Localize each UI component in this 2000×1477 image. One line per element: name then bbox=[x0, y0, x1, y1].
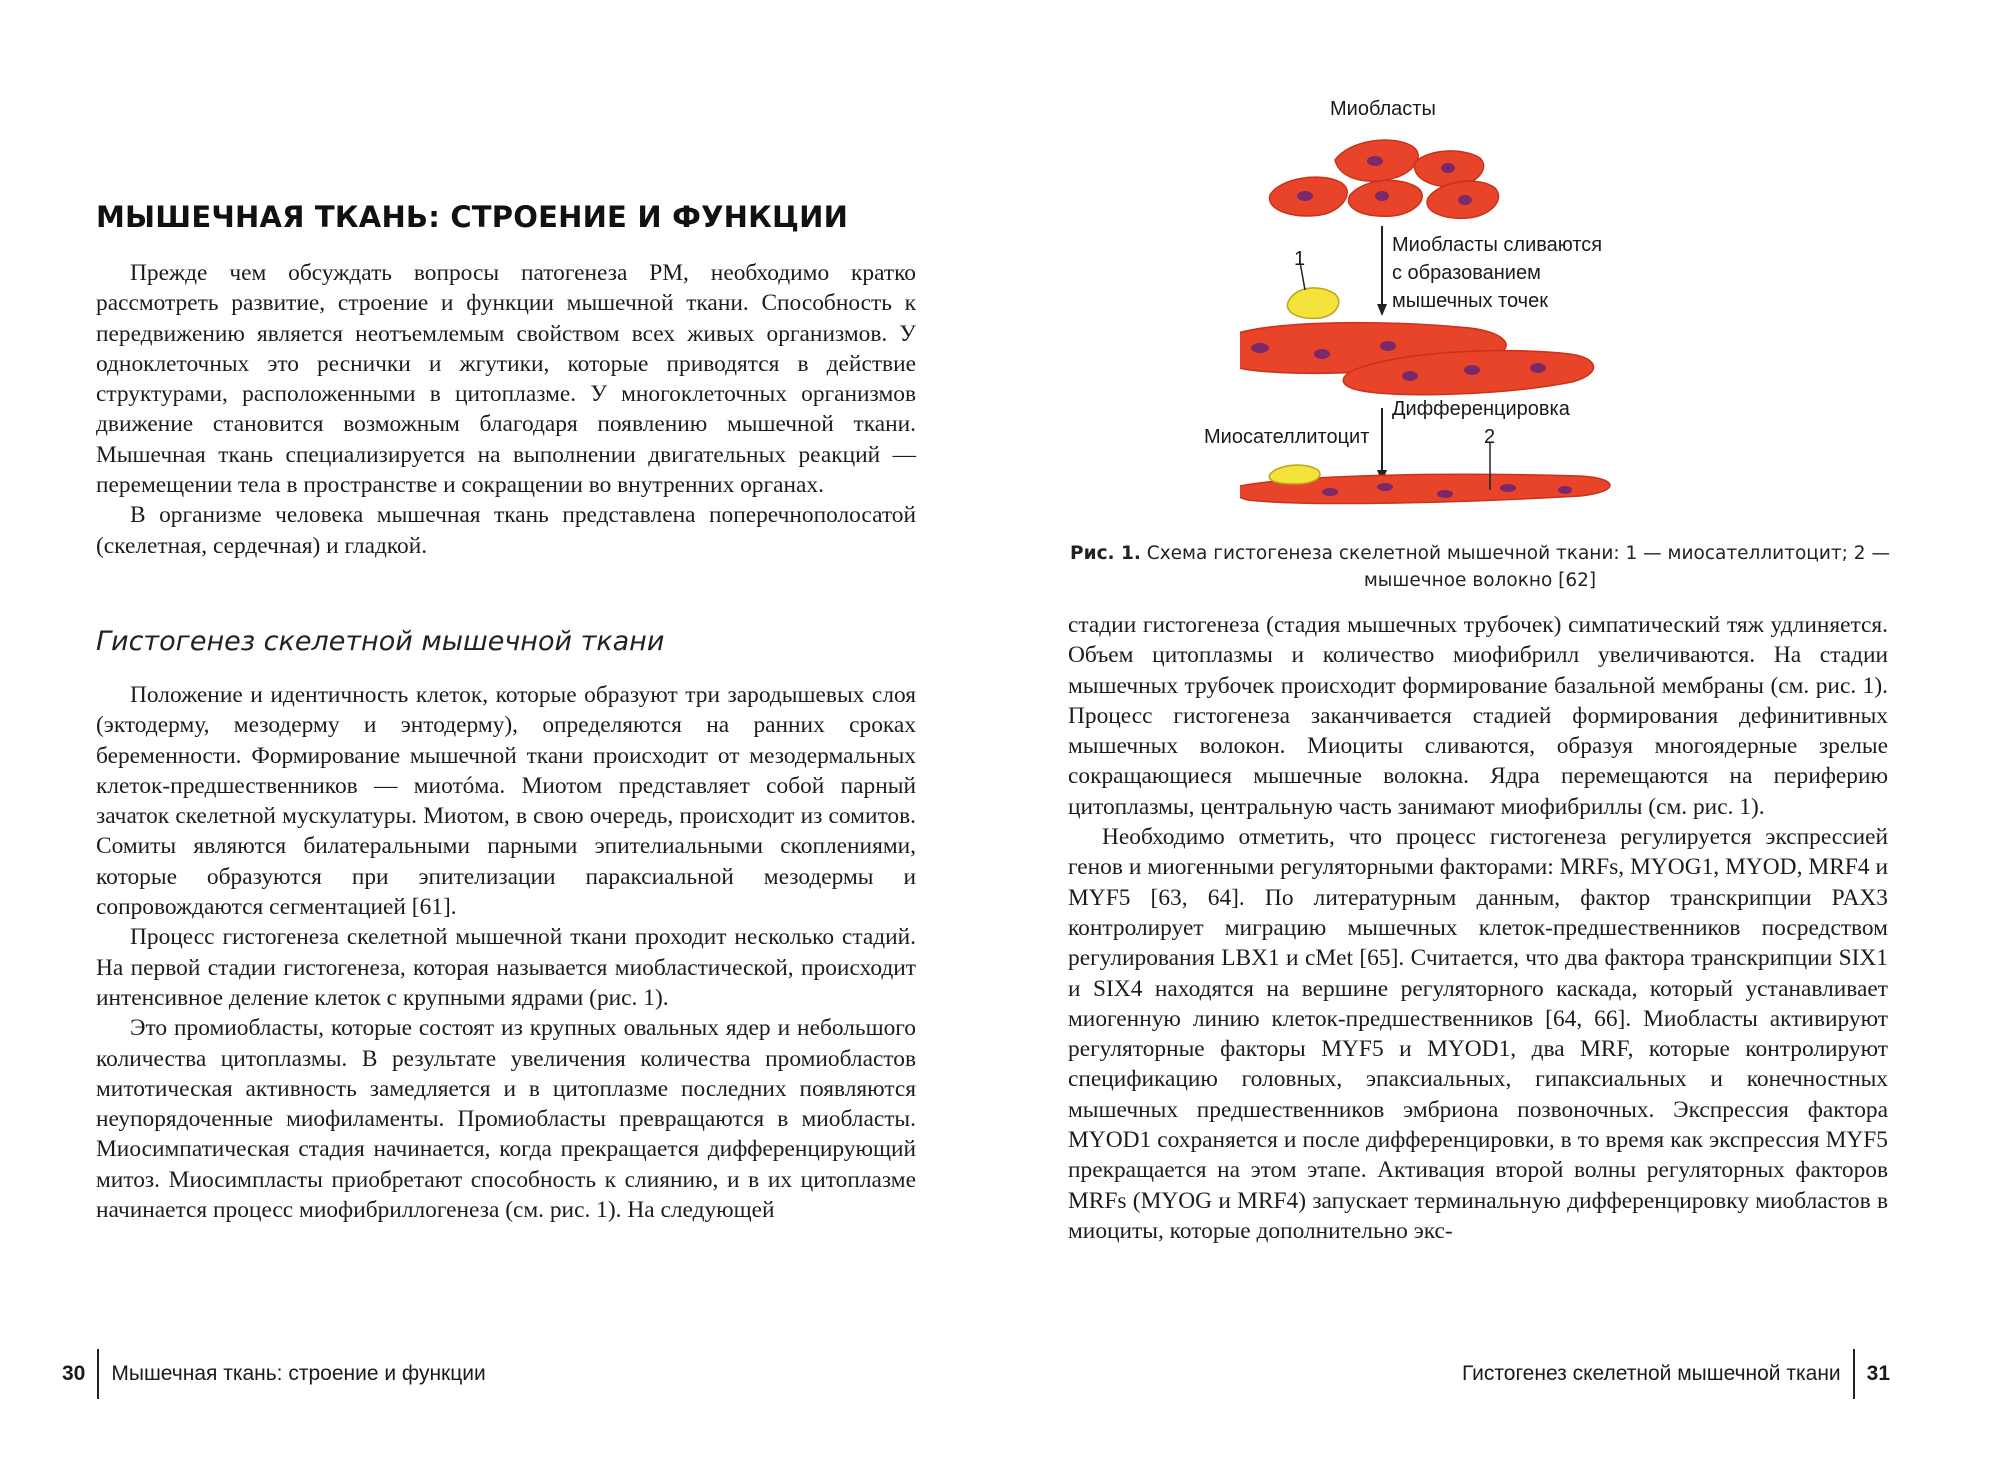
page-number: 30 bbox=[62, 1362, 86, 1385]
label-differentiation: Дифференцировка bbox=[1392, 398, 1570, 420]
label-fuse-line1: Миобласты сливаются bbox=[1392, 234, 1603, 256]
myotubes bbox=[1240, 323, 1594, 395]
caption-text: Схема гистогенеза скелетной мышечной ткани: 1 — миосателлитоцит; 2 — мышечное волокно [62] bbox=[1146, 543, 1890, 591]
right-page bbox=[1000, 0, 2000, 1477]
caption-label: Рис. 1. bbox=[1070, 543, 1141, 564]
page-footer bbox=[62, 1353, 486, 1395]
histogenesis-figure bbox=[1204, 90, 1940, 540]
subsection-heading: Гистогенез скелетной мышечной ткани bbox=[96, 626, 665, 657]
paragraph: В организме человека мышечная ткань представлена поперечнополосатой (скелетная, сердечная) и гладкой. bbox=[96, 502, 916, 559]
section-heading: МЫШЕЧНАЯ ТКАНЬ: СТРОЕНИЕ И ФУНКЦИИ bbox=[96, 200, 849, 234]
marker-1: 1 bbox=[1294, 248, 1306, 270]
paragraph: стадии гистогенеза (стадия мышечных трубочек) симпатический тяж удлиняется. Объем цитоплазмы и количество миофибрилл увеличиваются. На стадии мышечных трубочек происходит формирование базальной мембраны (см. рис. 1). Процесс гистогенеза заканчивается стадией формирования дефинитивных мышечных волокон. Миоциты сливаются, образуя многоядерные зрелые сокращающиеся мышечные волокна. Ядра перемещаются на периферию цитоплазмы, центральную часть занимают миофибриллы (см. рис. 1). bbox=[1068, 612, 1888, 820]
page-number: 31 bbox=[1866, 1362, 1890, 1385]
figure-illustration bbox=[1240, 90, 1940, 540]
label-satellite-cell: Миосателлитоцит bbox=[1204, 426, 1370, 448]
footer-divider bbox=[97, 1349, 99, 1399]
paragraph: Необходимо отметить, что процесс гистогенеза регулируется экспрессией генов и миогенными регуляторными факторами: MRFs, MYOG1, MYOD, MRF4 и MYF5 [63, 64]. По литературным данным, фактор транскрипции PAX3 контролирует миграцию мышечных клеток-предшественников посредством регулирования LBX1 и cMet [65]. Считается, что два фактора транскрипции SIX1 и SIX4 находятся на вершине регуляторного каскада, который устанавливает миогенную линию клеток-предшественников [64, 66]. Миобласты активируют регуляторные факторы MYF5 и MYOD1, два MRF, которые контролируют спецификацию головных, эпаксиальных, гипаксиальных и конечностных мышечных предшественников эмбриона позвоночных. Экспрессия фактора MYOD1 сохраняется и после дифференцировки, в то время как экспрессия MYF5 прекращается на этом этапе. Активация второй волны регуляторных факторов MRFs (MYOG и MRF4) запускает терминальную дифференцировку миобластов в миоциты, которые дополнительно экс- bbox=[1068, 824, 1888, 1244]
muscle-fiber bbox=[1240, 442, 1610, 503]
paragraph: Это промиобласты, которые состоят из крупных овальных ядер и небольшого количества цитоплазмы. В результате увеличения количества промиобластов митотическая активность замедляется и в цитоплазме последних появляются неупорядоченные миофиламенты. Промиобласты превращаются в миобласты. Миосимпатическая стадия начинается, когда прекращается дифференцирующий митоз. Миосимпласты приобретают способность к слиянию, и в их цитоплазме начинается процесс миофибриллогенеза (см. рис. 1). На следующей bbox=[96, 1015, 916, 1224]
paragraph: Прежде чем обсуждать вопросы патогенеза РМ, необходимо кратко рассмотреть развитие, строение и функции мышечной ткани. Способность к передвижению является неотъемлемым свойством всех живых организмов. У одноклеточных это реснички и жгутики, которые приводятся в действие структурами, расположенными в цитоплазме. У многоклеточных организмов движение становится возможным благодаря появлению мышечной ткани. Мышечная ткань специализируется на выполнении двигательных реакций — перемещении тела в пространстве и сокращении во внутренних органах. bbox=[96, 260, 916, 499]
running-title: Мышечная ткань: строение и функции bbox=[111, 1362, 486, 1385]
footer-divider bbox=[1853, 1349, 1855, 1399]
body-text bbox=[96, 680, 916, 1225]
satellite-cell bbox=[1287, 288, 1338, 318]
paragraph: Положение и идентичность клеток, которые образуют три зародышевых слоя (эктодерму, мезодерму и энтодерму), определяются на ранних сроках беременности. Формирование мышечной ткани происходит от мезодермальных клеток-предшественников — миотóма. Миотом представляет собой парный зачаток скелетной мускулатуры. Миотом, в свою очередь, происходит из сомитов. Сомиты являются билатеральными парными эпителиальными скоплениями, которые образуются при эпителизации параксиальной мезодермы и сопровождаются сегментацией [61]. bbox=[96, 682, 916, 921]
paragraph: Процесс гистогенеза скелетной мышечной ткани проходит несколько стадий. На первой стадии гистогенеза, которая называется миобластической, происходит интенсивное деление клеток с крупными ядрами (рис. 1). bbox=[96, 924, 916, 1011]
myoblast-cells bbox=[1270, 140, 1499, 218]
running-title: Гистогенез скелетной мышечной ткани bbox=[1461, 1362, 1841, 1385]
label-fuse-line2: с образованием bbox=[1392, 262, 1541, 284]
label-myoblasts: Миобласты bbox=[1330, 98, 1436, 120]
marker-2: 2 bbox=[1484, 426, 1496, 448]
label-fuse-line3: мышечных точек bbox=[1392, 290, 1548, 312]
intro-text bbox=[96, 258, 916, 561]
body-text-right bbox=[1068, 610, 1888, 1246]
page-footer bbox=[1462, 1353, 1890, 1395]
figure-caption bbox=[1060, 540, 1900, 594]
